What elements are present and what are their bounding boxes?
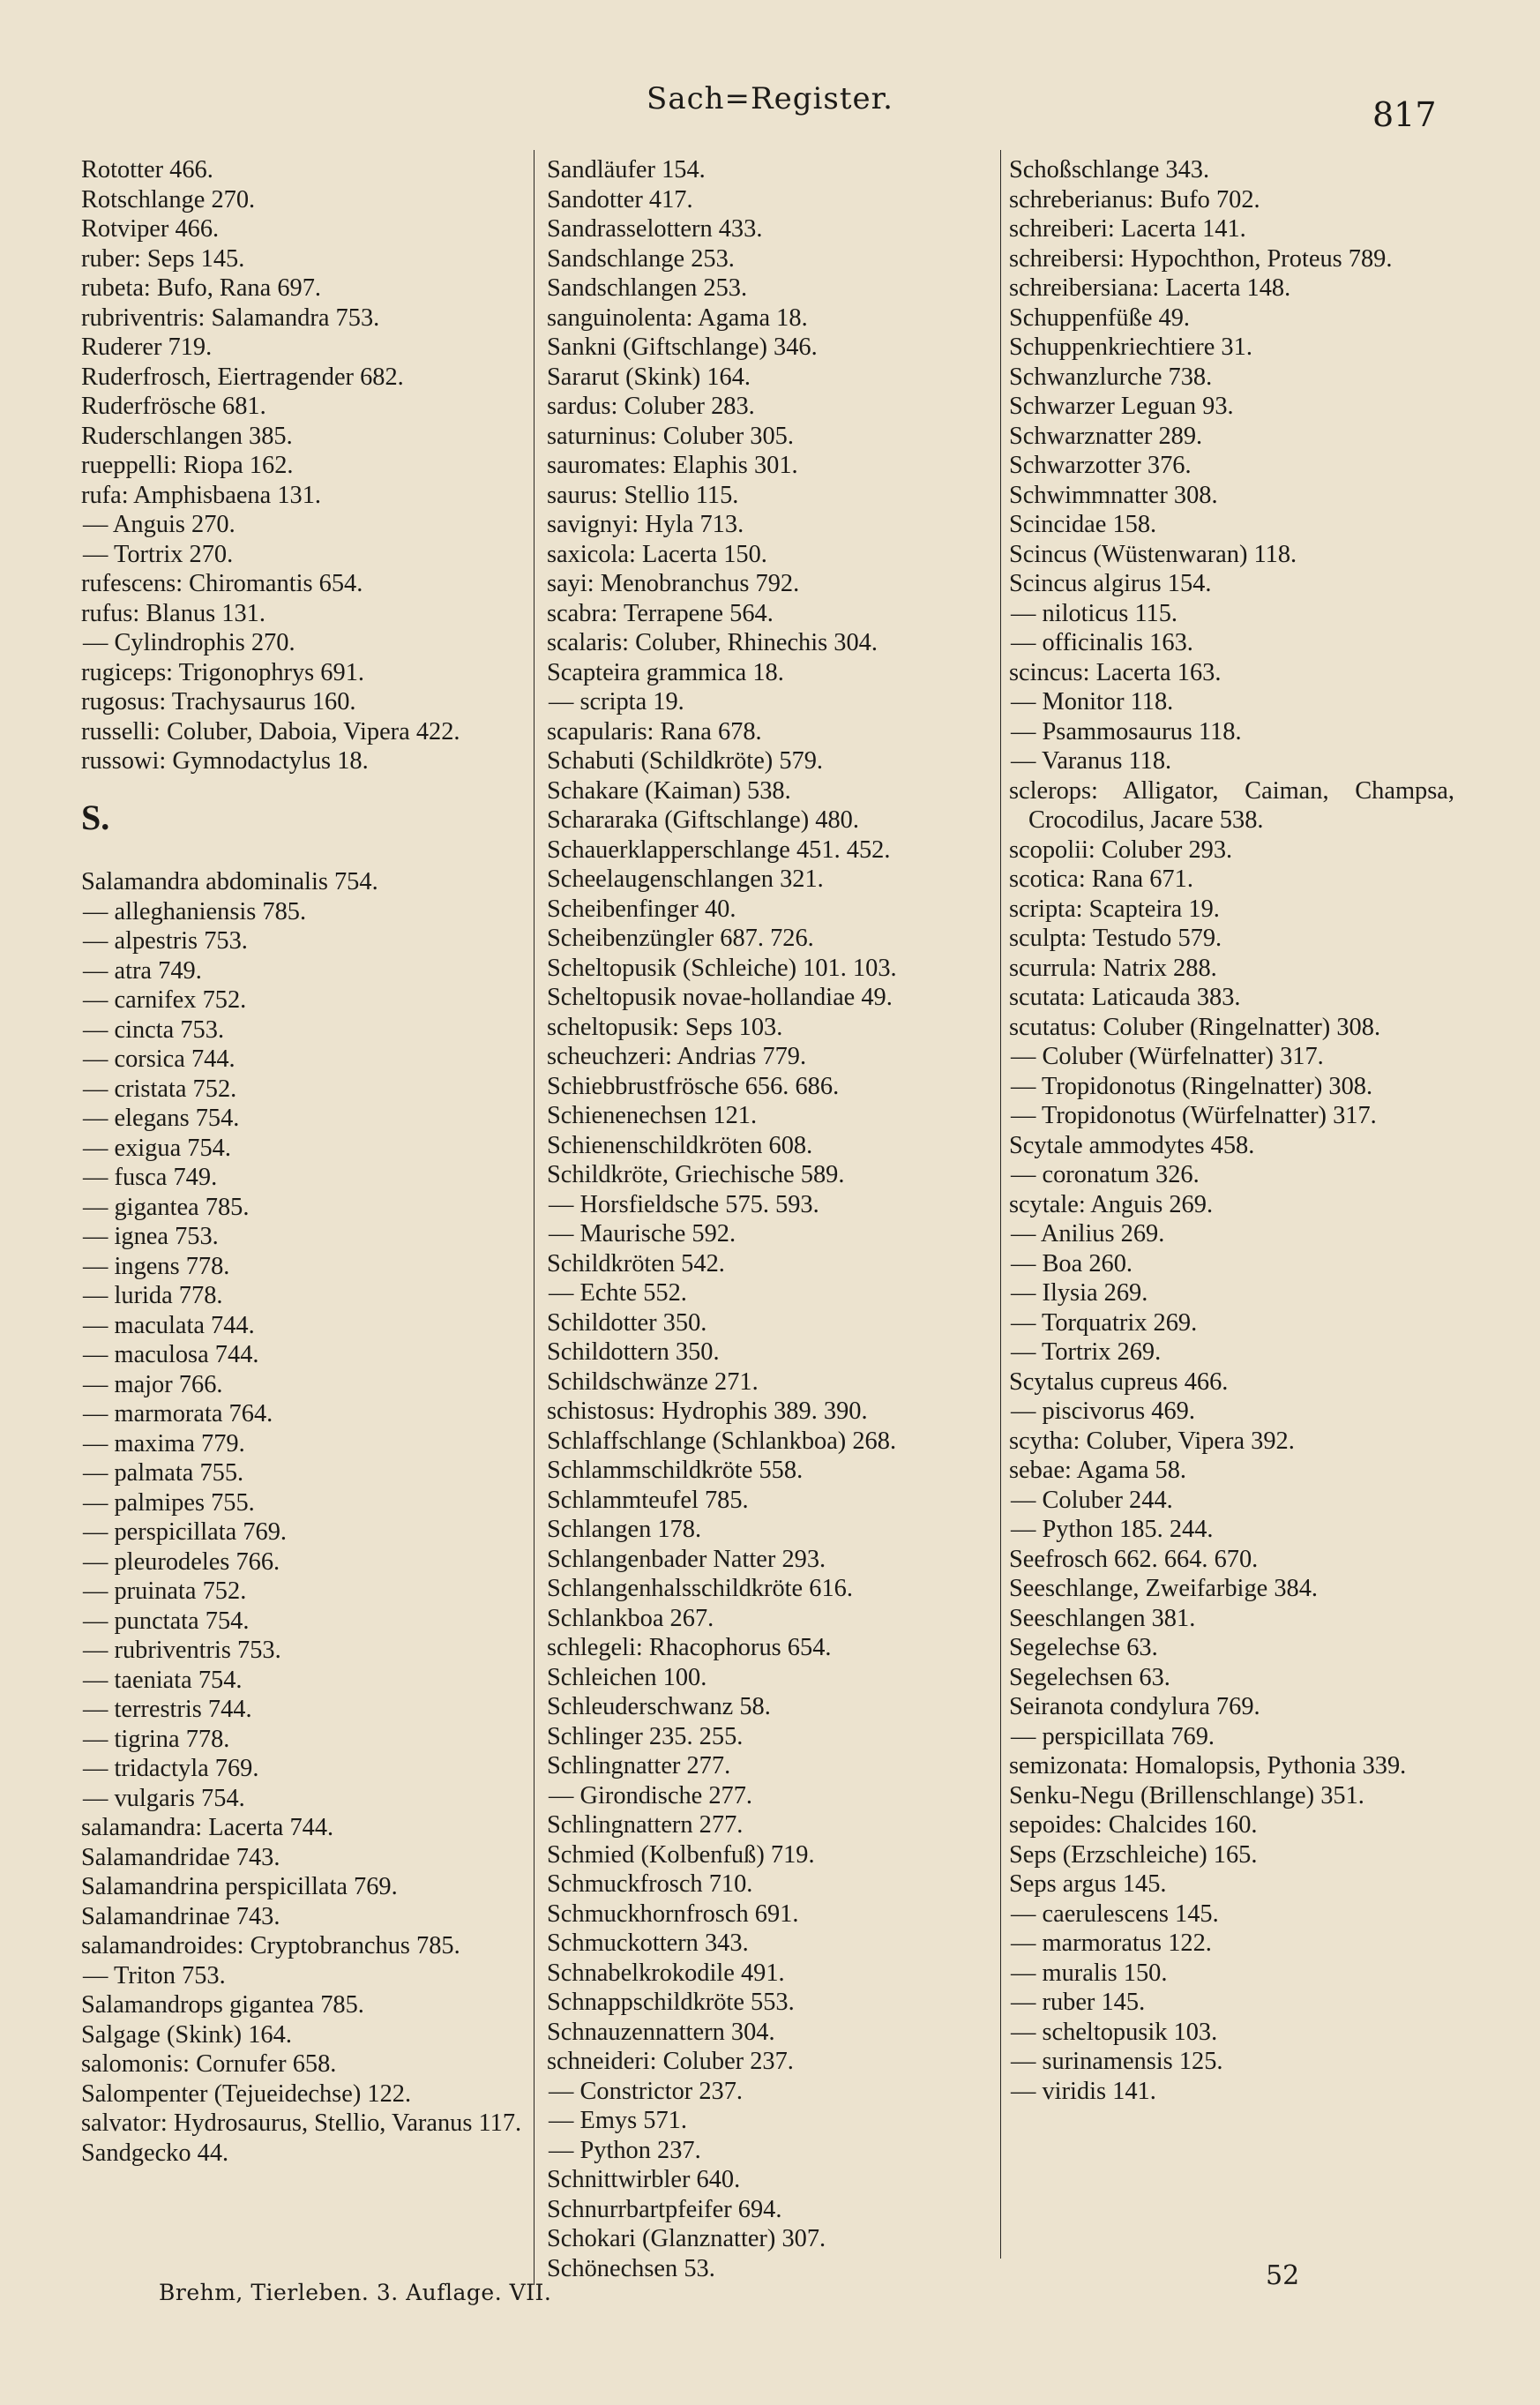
index-entry: rufescens: Chiromantis 654.	[81, 570, 363, 597]
index-entry: Schuppenkriechtiere 31.	[1009, 333, 1252, 361]
index-entry: — marmoratus 122.	[1011, 1929, 1212, 1957]
index-entry: — Monitor 118.	[1011, 688, 1174, 716]
index-entry: Salompenter (Tejueidechse) 122.	[81, 2079, 412, 2108]
sheet-number: 52	[1266, 2260, 1300, 2291]
index-entry: sclerops: Alligator, Caiman, Champsa, Crocodilus, Jacare 538.	[1009, 776, 1454, 834]
index-entry: Schlammschildkröte 558.	[547, 1457, 804, 1484]
index-entry: Schildottern 350.	[547, 1338, 720, 1366]
index-entry: scytale: Anguis 269.	[1009, 1190, 1214, 1218]
index-entry: Schnappschildkröte 553.	[547, 1989, 795, 2016]
index-entry: Scheibenfinger 40.	[547, 895, 736, 923]
index-entry: Seeschlangen 381.	[1009, 1604, 1196, 1632]
index-entry: Schmied (Kolbenfuß) 719.	[547, 1840, 815, 1869]
index-entry: — vulgaris 754.	[83, 1784, 245, 1812]
index-column-2	[547, 155, 988, 2283]
index-entry: — Tropidonotus (Würfelnatter) 317.	[1011, 1102, 1377, 1129]
index-entry: Schlankboa 267.	[547, 1604, 714, 1632]
index-entry: Scheltopusik novae-hollandiae 49.	[547, 984, 893, 1011]
section-letter: S.	[81, 797, 110, 837]
index-entry: — scripta 19.	[549, 688, 684, 716]
index-entry: Seefrosch 662. 664. 670.	[1009, 1545, 1259, 1573]
index-entry: Salamandrina perspicillata 769.	[81, 1873, 398, 1900]
index-entry: Rotviper 466.	[81, 215, 220, 243]
index-entry: Schnabelkrokodile 491.	[547, 1959, 785, 1987]
index-entry: Schildkröten 542.	[547, 1249, 725, 1277]
index-entry: — Varanus 118.	[1011, 747, 1172, 775]
index-entry: — maculosa 744.	[83, 1341, 259, 1368]
index-entry: — officinalis 163.	[1011, 629, 1193, 656]
index-entry: Segelechsen 63.	[1009, 1663, 1170, 1691]
index-entry: — Python 237.	[549, 2136, 701, 2164]
index-entry: — Coluber 244.	[1011, 1486, 1173, 1514]
index-entry: Schienenschildkröten 608.	[547, 1131, 813, 1159]
index-entry: Sandotter 417.	[547, 185, 693, 214]
index-entry: Schabuti (Schildkröte) 579.	[547, 747, 824, 775]
index-entry: rugiceps: Trigonophrys 691.	[81, 658, 364, 686]
index-entry: — Triton 753.	[83, 1961, 226, 1989]
index-entry: scutata: Laticauda 383.	[1009, 984, 1241, 1011]
index-entry: — Boa 260.	[1011, 1249, 1133, 1277]
index-entry: sepoides: Chalcides 160.	[1009, 1811, 1258, 1839]
index-entry: — ingens 778.	[83, 1252, 230, 1280]
index-entry: rufa: Amphisbaena 131.	[81, 481, 322, 509]
index-entry: — exigua 754.	[83, 1134, 231, 1162]
index-entry: — Ilysia 269.	[1011, 1279, 1148, 1307]
index-entry: Schienenechsen 121.	[547, 1102, 758, 1129]
index-entry: Seps (Erzschleiche) 165.	[1009, 1840, 1258, 1869]
index-entry: — Maurische 592.	[549, 1220, 736, 1247]
index-entry: russowi: Gymnodactylus 18.	[81, 747, 369, 775]
index-entry: Salgage (Skink) 164.	[81, 2020, 292, 2049]
index-entry: rubriventris: Salamandra 753.	[81, 303, 380, 332]
index-entry: — Cylindrophis 270.	[83, 629, 295, 656]
index-entry: Schildotter 350.	[547, 1308, 707, 1337]
index-entry: — cincta 753.	[83, 1015, 225, 1044]
index-entry: Schmuckfrosch 710.	[547, 1870, 753, 1898]
index-entry: Scapteira grammica 18.	[547, 658, 784, 686]
index-entry: schneideri: Coluber 237.	[547, 2048, 794, 2075]
index-column-3	[1009, 155, 1454, 2106]
index-entry: Scytalus cupreus 466.	[1009, 1367, 1229, 1396]
index-entry: Schnittwirbler 640.	[547, 2166, 741, 2193]
index-entry: — coronatum 326.	[1011, 1161, 1200, 1188]
index-entry: Schauerklapperschlange 451. 452.	[547, 835, 891, 864]
index-entry: — elegans 754.	[83, 1105, 240, 1132]
index-entry: sayi: Menobranchus 792.	[547, 570, 800, 597]
index-entry: Scheibenzüngler 687. 726.	[547, 925, 814, 952]
index-entry: — tigrina 778.	[83, 1725, 230, 1753]
printer-signature: Brehm, Tierleben. 3. Auflage. VII.	[159, 2280, 552, 2305]
running-head: Sach=Register.	[647, 81, 893, 116]
index-entry: Scincidae 158.	[1009, 511, 1157, 538]
index-entry: Scheelaugenschlangen 321.	[547, 865, 824, 893]
index-entry: Ruderfrösche 681.	[81, 393, 266, 420]
index-entry: Salamandridae 743.	[81, 1843, 280, 1871]
index-entry: savignyi: Hyla 713.	[547, 511, 744, 538]
index-entry: Schoßschlange 343.	[1009, 156, 1210, 184]
index-entry: scripta: Scapteira 19.	[1009, 895, 1220, 923]
index-entry: salomonis: Cornufer 658.	[81, 2050, 337, 2078]
index-entry: Schlinger 235. 255.	[547, 1722, 744, 1750]
index-entry: — perspicillata 769.	[1011, 1722, 1215, 1750]
index-entry: Schnurrbartpfeifer 694.	[547, 2195, 782, 2223]
index-entry: — fusca 749.	[83, 1164, 218, 1191]
index-entry: Ruderschlangen 385.	[81, 422, 293, 450]
index-entry: Schmuckhornfrosch 691.	[547, 1899, 799, 1928]
index-entry: ruber: Seps 145.	[81, 244, 245, 273]
index-entry: scytha: Coluber, Vipera 392.	[1009, 1427, 1295, 1455]
index-entry: — Constrictor 237.	[549, 2077, 744, 2105]
index-entry: salamandroides: Cryptobranchus 785.	[81, 1932, 460, 1959]
index-entry: — atra 749.	[83, 956, 202, 985]
index-entry: — ruber 145.	[1011, 1989, 1146, 2016]
index-entry: Schönechsen 53.	[547, 2254, 715, 2282]
index-entry: Schokari (Glanznatter) 307.	[547, 2225, 826, 2252]
index-entry: Rototter 466.	[81, 156, 213, 184]
index-entry: scheuchzeri: Andrias 779.	[547, 1043, 807, 1070]
index-entry: — pleurodeles 766.	[83, 1547, 280, 1576]
index-entry: rufus: Blanus 131.	[81, 599, 265, 627]
column-divider	[1000, 150, 1001, 2259]
index-entry: — Python 185. 244.	[1011, 1516, 1214, 1543]
index-entry: Schwarznatter 289.	[1009, 422, 1203, 450]
index-entry: — Anguis 270.	[83, 511, 235, 538]
index-entry: — corsica 744.	[83, 1045, 235, 1073]
index-entry: — Anilius 269.	[1011, 1220, 1165, 1247]
index-entry: — maculata 744.	[83, 1311, 255, 1339]
index-entry: — maxima 779.	[83, 1429, 245, 1457]
index-entry: — cristata 752.	[83, 1075, 237, 1103]
index-entry: Seiranota condylura 769.	[1009, 1693, 1260, 1720]
index-entry: scheltopusik: Seps 103.	[547, 1013, 783, 1041]
index-entry: Schlammteufel 785.	[547, 1486, 749, 1514]
index-entry: — lurida 778.	[83, 1282, 223, 1309]
index-entry: — Tortrix 270.	[83, 540, 234, 568]
index-entry: Seeschlange, Zweifarbige 384.	[1009, 1575, 1319, 1602]
index-entry: — perspicillata 769.	[83, 1518, 288, 1546]
index-entry: rugosus: Trachysaurus 160.	[81, 688, 356, 716]
index-entry: — niloticus 115.	[1011, 599, 1178, 627]
index-entry: scalaris: Coluber, Rhinechis 304.	[547, 629, 878, 656]
index-entry: — Echte 552.	[549, 1279, 687, 1307]
index-entry: schlegeli: Rhacophorus 654.	[547, 1634, 832, 1661]
index-entry: saurus: Stellio 115.	[547, 481, 739, 509]
index-column-1	[81, 155, 535, 2168]
page-number: 817	[1372, 95, 1437, 134]
index-entry: — Psammosaurus 118.	[1011, 717, 1242, 745]
index-entry: Senku-Negu (Brillenschlange) 351.	[1009, 1781, 1364, 1809]
index-entry: Scincus (Wüstenwaran) 118.	[1009, 540, 1297, 568]
index-entry: — Tropidonotus (Ringelnatter) 308.	[1011, 1072, 1373, 1100]
index-entry: Schleichen 100.	[547, 1663, 707, 1691]
index-entry: Salamandrinae 743.	[81, 1902, 280, 1930]
index-entry: Schakare (Kaiman) 538.	[547, 776, 791, 805]
index-entry: Scincus algirus 154.	[1009, 570, 1212, 597]
index-entry: — alpestris 753.	[83, 927, 248, 955]
index-entry: — Coluber (Würfelnatter) 317.	[1011, 1043, 1324, 1070]
index-entry: — viridis 141.	[1011, 2077, 1156, 2105]
index-entry: Scheltopusik (Schleiche) 101. 103.	[547, 954, 897, 982]
index-entry: sanguinolenta: Agama 18.	[547, 303, 808, 332]
index-entry: Salamandra abdominalis 754.	[81, 868, 378, 895]
index-entry: Schwimmnatter 308.	[1009, 481, 1218, 509]
index-entry: Schlangenbader Natter 293.	[547, 1545, 826, 1573]
index-entry: sauromates: Elaphis 301.	[547, 452, 798, 479]
index-entry: schreiberi: Lacerta 141.	[1009, 215, 1246, 243]
index-entry: — pruinata 752.	[83, 1577, 247, 1605]
index-entry: — gigantea 785.	[83, 1193, 250, 1221]
index-entry: rubeta: Bufo, Rana 697.	[81, 274, 322, 302]
index-entry: scurrula: Natrix 288.	[1009, 954, 1217, 982]
index-entry: — alleghaniensis 785.	[83, 897, 307, 925]
index-entry: — muralis 150.	[1011, 1959, 1168, 1987]
index-entry: sardus: Coluber 283.	[547, 393, 755, 420]
index-entry: schreberianus: Bufo 702.	[1009, 185, 1260, 214]
index-entry: scopolii: Coluber 293.	[1009, 835, 1233, 864]
index-entry: — Girondische 277.	[549, 1781, 753, 1809]
index-entry: Schleuderschwanz 58.	[547, 1693, 771, 1720]
index-entry: Ruderfrosch, Eiertragender 682.	[81, 363, 404, 391]
index-entry: schistosus: Hydrophis 389. 390.	[547, 1397, 868, 1425]
index-entry: — marmorata 764.	[83, 1400, 273, 1427]
index-entry: sebae: Agama 58.	[1009, 1457, 1187, 1484]
index-entry: Schildschwänze 271.	[547, 1367, 759, 1396]
index-entry: Schararaka (Giftschlange) 480.	[547, 806, 859, 834]
index-entry: Sandgecko 44.	[81, 2139, 229, 2167]
index-entry: scutatus: Coluber (Ringelnatter) 308.	[1009, 1013, 1381, 1041]
index-entry: scincus: Lacerta 163.	[1009, 658, 1222, 686]
index-entry: — palmata 755.	[83, 1459, 244, 1487]
index-entry: Rotschlange 270.	[81, 185, 256, 214]
index-entry: — Emys 571.	[549, 2107, 687, 2134]
index-entry: Ruderer 719.	[81, 333, 213, 361]
index-entry: Schlingnattern 277.	[547, 1811, 744, 1839]
index-entry: — palmipes 755.	[83, 1488, 255, 1517]
index-entry: — taeniata 754.	[83, 1666, 243, 1694]
index-entry: Schildkröte, Griechische 589.	[547, 1161, 845, 1188]
index-entry: Sankni (Giftschlange) 346.	[547, 333, 818, 361]
index-entry: scotica: Rana 671.	[1009, 865, 1193, 893]
index-entry: — Torquatrix 269.	[1011, 1308, 1198, 1337]
index-entry: Schiebbrustfrösche 656. 686.	[547, 1072, 840, 1100]
index-entry: semizonata: Homalopsis, Pythonia 339.	[1009, 1752, 1407, 1779]
index-entry: schreibersi: Hypochthon, Proteus 789.	[1009, 244, 1393, 273]
index-entry: saxicola: Lacerta 150.	[547, 540, 767, 568]
index-entry: Segelechse 63.	[1009, 1634, 1158, 1661]
index-entry: Schlingnatter 277.	[547, 1752, 731, 1779]
index-entry: Schwanzlurche 738.	[1009, 363, 1213, 391]
index-entry: scapularis: Rana 678.	[547, 717, 762, 745]
index-entry: Schnauzennattern 304.	[547, 2018, 775, 2046]
index-entry: — Horsfieldsche 575. 593.	[549, 1190, 819, 1218]
index-entry: Schwarzer Leguan 93.	[1009, 393, 1234, 420]
index-entry: Schlangen 178.	[547, 1516, 702, 1543]
index-entry: Schlangenhalsschildkröte 616.	[547, 1575, 853, 1602]
index-entry: Seps argus 145.	[1009, 1870, 1167, 1898]
index-entry: Schuppenfüße 49.	[1009, 303, 1191, 332]
index-entry: Schmuckottern 343.	[547, 1929, 749, 1957]
index-entry: saturninus: Coluber 305.	[547, 422, 794, 450]
index-entry: Sararut (Skink) 164.	[547, 363, 751, 391]
index-entry: — rubriventris 753.	[83, 1637, 281, 1664]
index-entry: Sandrasselottern 433.	[547, 215, 763, 243]
index-entry: scabra: Terrapene 564.	[547, 599, 774, 627]
index-entry: Sandschlangen 253.	[547, 274, 748, 302]
index-entry: schreibersiana: Lacerta 148.	[1009, 274, 1291, 302]
index-entry: — piscivorus 469.	[1011, 1397, 1195, 1425]
index-entry: Schwarzotter 376.	[1009, 452, 1192, 479]
index-entry: salvator: Hydrosaurus, Stellio, Varanus 117.	[81, 2109, 522, 2137]
index-entry: — punctata 754.	[83, 1607, 250, 1635]
index-entry: rueppelli: Riopa 162.	[81, 452, 294, 479]
index-entry: — scheltopusik 103.	[1011, 2018, 1218, 2046]
index-entry: — tridactyla 769.	[83, 1755, 259, 1782]
index-entry: Scytale ammodytes 458.	[1009, 1131, 1255, 1159]
index-entry: Salamandrops gigantea 785.	[81, 1991, 364, 2019]
index-entry: — surinamensis 125.	[1011, 2048, 1223, 2075]
index-entry: — caerulescens 145.	[1011, 1899, 1219, 1928]
index-entry: Sandläufer 154.	[547, 156, 706, 184]
index-entry: — Tortrix 269.	[1011, 1338, 1162, 1366]
index-entry: salamandra: Lacerta 744.	[81, 1814, 334, 1841]
index-entry: russelli: Coluber, Daboia, Vipera 422.	[81, 717, 460, 745]
index-entry: — major 766.	[83, 1370, 223, 1398]
index-entry: — terrestris 744.	[83, 1696, 252, 1723]
index-entry: — carnifex 752.	[83, 986, 247, 1014]
index-entry: — ignea 753.	[83, 1223, 219, 1250]
index-entry: Schlaffschlange (Schlankboa) 268.	[547, 1427, 897, 1455]
index-entry: Sandschlange 253.	[547, 244, 735, 273]
index-entry: sculpta: Testudo 579.	[1009, 925, 1222, 952]
